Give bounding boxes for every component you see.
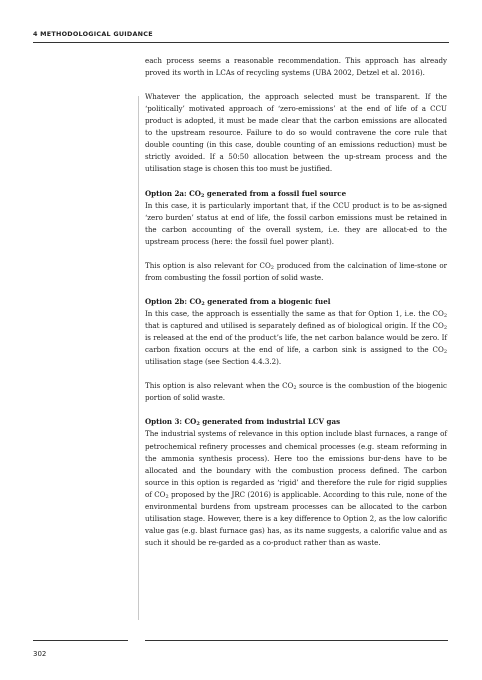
paragraph: This option is also relevant when the $CO_2$ source is the combustion of the biogenic portion of solid waste.	[145, 381, 447, 403]
footer-rule-right	[145, 640, 448, 641]
paragraph: Whatever the application, the approach selected must be transparent. If the ‘politically’ motivated approach of ‘zero-emissions’ at the end of life of a CCU product is adopted, it must be made clear that the carbon emissions are allocated to the upstream resource. Failure to do so would contravene the core rule that double counting (in this case, double counting of an emissions reduction) must be strictly avoided. If a 50:50 allocation between the up-stream process and the utilisation stage is chosen this too must be justified.	[145, 92, 447, 174]
section-heading-option-2a: Option 2a: $CO_2$ generated from a fossil fuel source	[145, 188, 347, 199]
paragraph: In this case, the approach is essentially the same as that for Option 1, i.e. the $CO_2$ that is captured and utilised is separately defined as of biological origin. If the $CO_2$ is released at the end of the product’s life, the net carbon balance would be zero. If carbon fixation occurs at the end of life, a carbon sink is assigned to the $CO_2$ utilisation stage (see Section 4.4.3.2).	[145, 308, 447, 367]
running-head: 4 METHODOLOGICAL GUIDANCE	[33, 30, 153, 38]
section-heading-option-3: Option 3: $CO_2$ generated from industrial LCV gas	[145, 417, 341, 428]
paragraph: each process seems a reasonable recommendation. This approach has already proved its worth in LCAs of recycling systems (UBA 2002, Detzel et al. 2016).	[145, 56, 447, 78]
footer-rule-left	[33, 640, 128, 641]
paragraph: In this case, it is particularly important that, if the CCU product is to be as-signed ‘zero burden’ status at end of life, the fossil carbon emissions must be retained in the carbon accounting of the overall system, i.e. they are allocat-ed to the upstream process (here: the fossil fuel power plant).	[145, 200, 447, 246]
body-text	[145, 55, 447, 549]
header-rule	[33, 42, 449, 43]
margin-bar	[138, 96, 139, 620]
paragraph: The industrial systems of relevance in this option include blast furnaces, a range of petrochemical refinery processes and chemical processes (e.g. steam reforming in the ammonia synthesis process). Here too the emissions bur-dens have to be allocated and the boundary with the combustion process defined. The carbon source in this option is regarded as ‘rigid’ and therefore the rule for rigid supplies of $CO_2$ proposed by the JRC (2016) is applicable. According to this rule, none of the environmental burdens from upstream processes can be allocated to the carbon utilisation stage. However, there is a key difference to Option 2, as the low calorific value gas (e.g. blast furnace gas) has, as its name suggests, a calorific value and as such it should be re-garded as a co-product rather than as waste.	[145, 429, 447, 547]
paragraph: This option is also relevant for $CO_2$ produced from the calcination of lime-stone or from combusting the fossil portion of solid waste.	[145, 260, 448, 282]
page-number: 302	[33, 650, 47, 658]
section-heading-option-2b: Option 2b: $CO_2$ generated from a biogenic fuel	[145, 296, 331, 307]
